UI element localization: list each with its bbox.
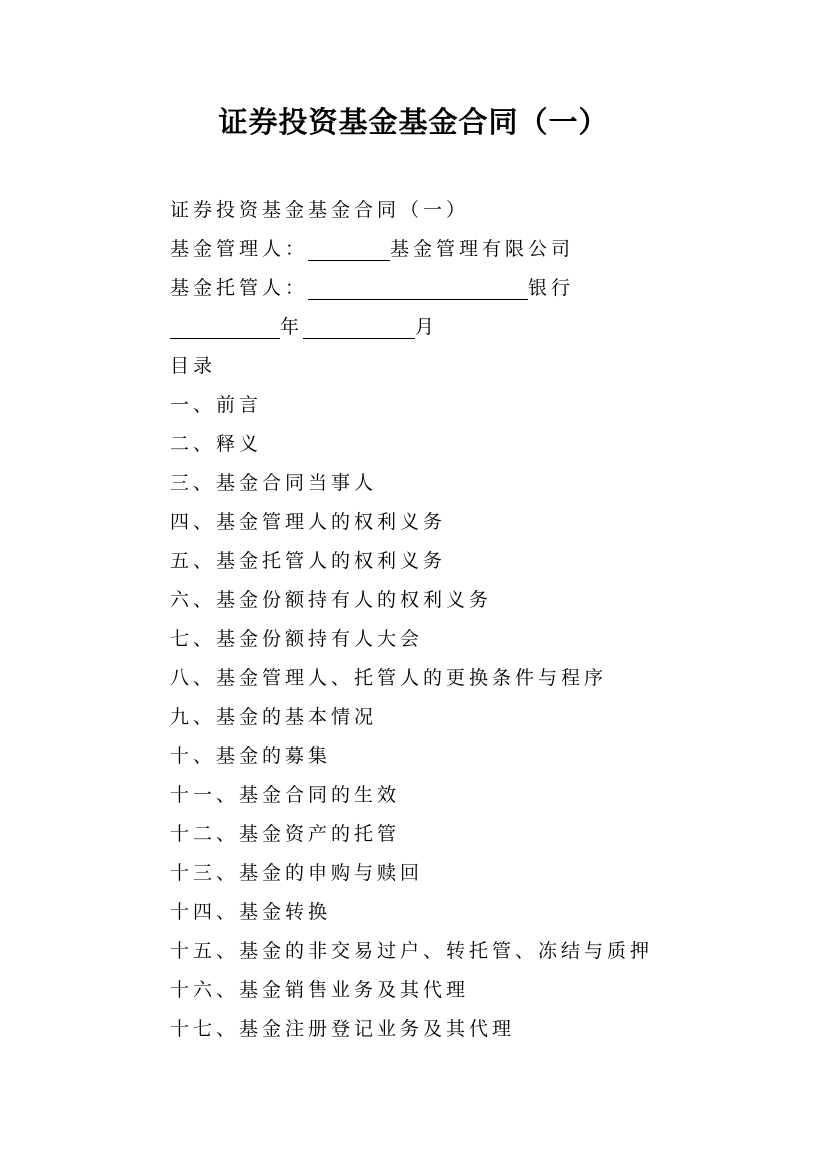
toc-item: 十二、基金资产的托管 — [170, 823, 401, 845]
date-month: 月 — [415, 316, 439, 338]
toc-item: 二、释义 — [170, 433, 263, 455]
toc-heading: 目录 — [170, 355, 217, 377]
toc-item: 七、基金份额持有人大会 — [170, 628, 424, 650]
toc-item: 四、基金管理人的权利义务 — [170, 511, 447, 533]
toc-item: 十一、基金合同的生效 — [170, 784, 401, 806]
toc-item: 十六、基金销售业务及其代理 — [170, 979, 470, 1001]
custodian-suffix: 银行 — [528, 277, 575, 299]
manager-blank — [308, 235, 390, 261]
toc-item: 九、基金的基本情况 — [170, 706, 378, 728]
date-line — [170, 308, 790, 347]
custodian-label: 基金托管人： — [170, 277, 309, 299]
custodian-blank — [308, 274, 528, 300]
subtitle: 证券投资基金基金合同（一） — [170, 199, 470, 221]
year-blank — [170, 313, 280, 339]
toc-item: 六、基金份额持有人的权利义务 — [170, 589, 493, 611]
manager-line — [170, 230, 790, 269]
document-body — [170, 191, 790, 1049]
toc-item: 一、前言 — [170, 394, 263, 416]
toc-item: 十五、基金的非交易过户、转托管、冻结与质押 — [170, 940, 654, 962]
manager-suffix: 基金管理有限公司 — [390, 238, 575, 260]
toc-item: 十、基金的募集 — [170, 745, 332, 767]
month-blank — [303, 313, 415, 339]
toc-item: 十七、基金注册登记业务及其代理 — [170, 1018, 516, 1040]
page-title: 证券投资基金基金合同（一） — [218, 105, 609, 139]
toc-item: 五、基金托管人的权利义务 — [170, 550, 447, 572]
toc-item: 八、基金管理人、托管人的更换条件与程序 — [170, 667, 608, 689]
toc-item: 十四、基金转换 — [170, 901, 332, 923]
custodian-line — [170, 269, 790, 308]
toc-item: 十三、基金的申购与赎回 — [170, 862, 424, 884]
manager-label: 基金管理人： — [170, 238, 309, 260]
toc-item: 三、基金合同当事人 — [170, 472, 378, 494]
date-year: 年 — [280, 316, 304, 338]
